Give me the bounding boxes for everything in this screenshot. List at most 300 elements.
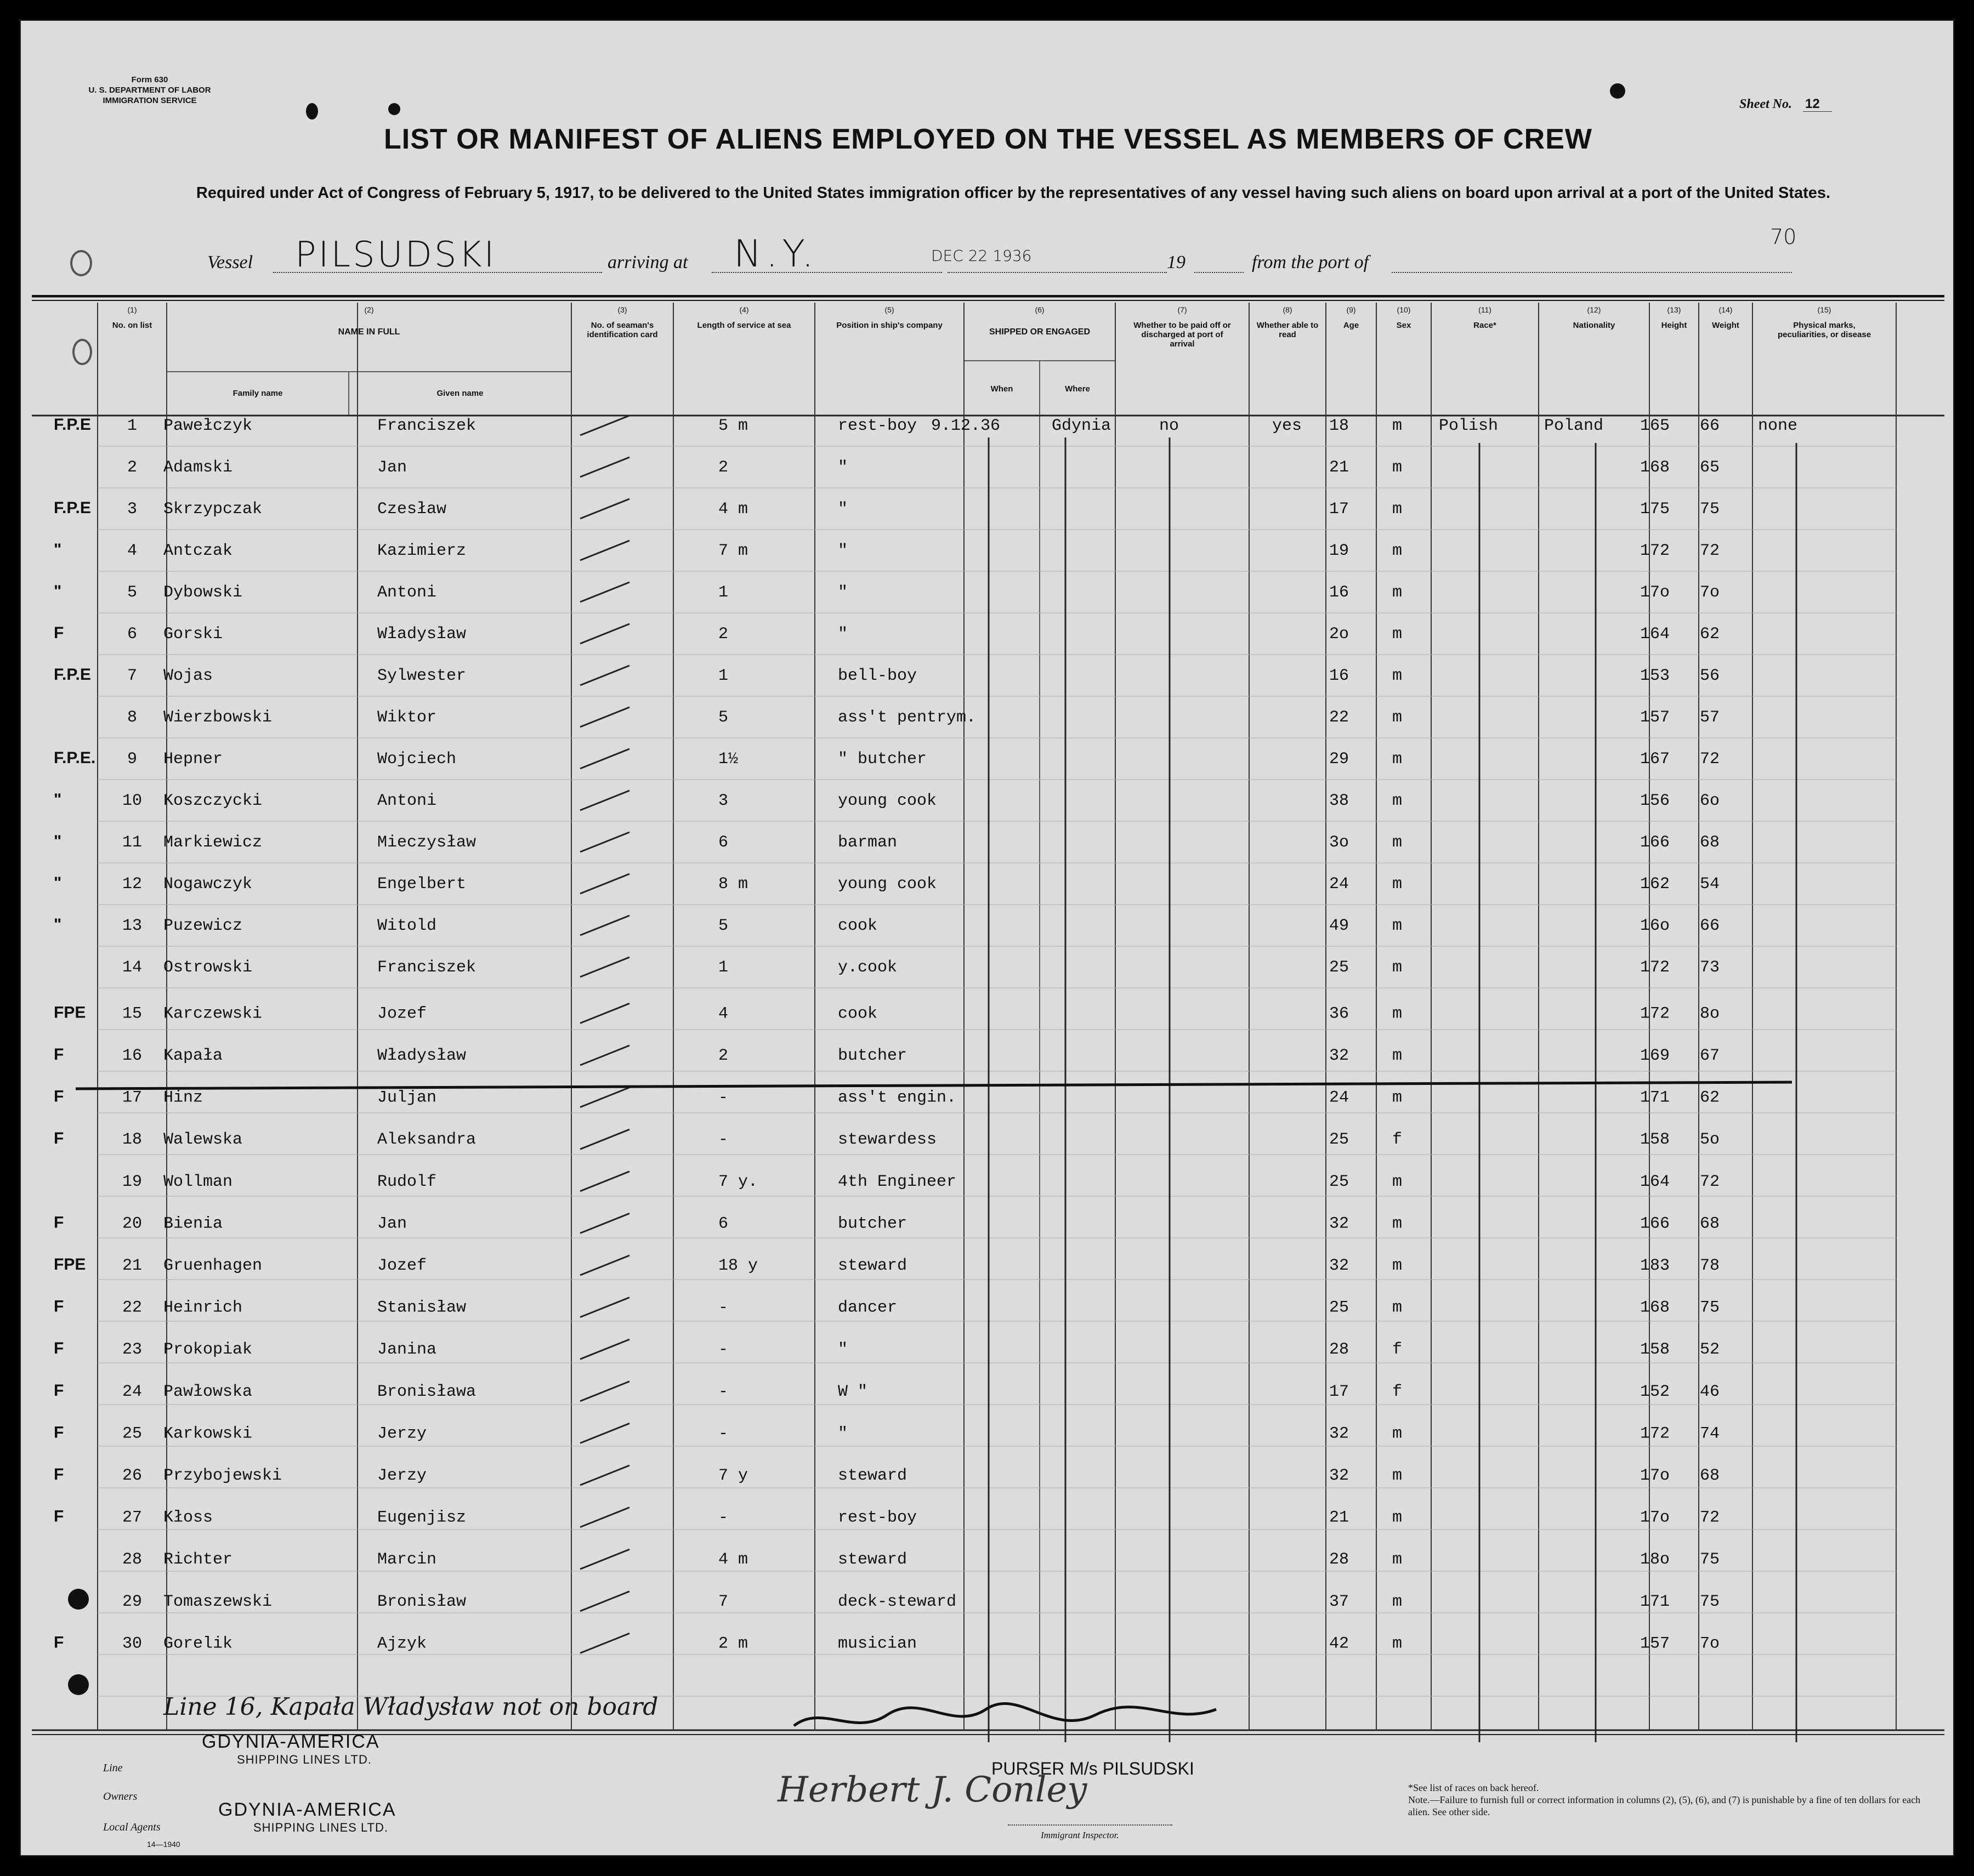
cell-weight: 72 bbox=[1699, 750, 1720, 769]
cell-no: 2 bbox=[127, 458, 138, 477]
cell-read: yes bbox=[1272, 417, 1302, 435]
column-number-11: (11) bbox=[1478, 305, 1491, 314]
cell-family: Kapała bbox=[163, 1047, 223, 1065]
cell-no: 3 bbox=[127, 500, 138, 519]
cell-position: rest-boy bbox=[838, 1508, 917, 1527]
cell-age: 21 bbox=[1329, 458, 1349, 477]
cell-given: Władysław bbox=[377, 625, 467, 644]
cell-family: Ostrowski bbox=[163, 958, 253, 977]
cell-weight: 62 bbox=[1699, 1088, 1720, 1107]
cell-position: butcher bbox=[838, 1214, 907, 1233]
cell-sex: m bbox=[1392, 1466, 1403, 1485]
cell-height: 168 bbox=[1640, 1298, 1670, 1317]
year-label: 19 bbox=[1167, 252, 1185, 272]
cell-position: " bbox=[838, 458, 848, 477]
cell-height: 165 bbox=[1640, 417, 1670, 435]
column-number-12: (12) bbox=[1587, 305, 1601, 314]
cell-age: 32 bbox=[1329, 1047, 1349, 1065]
cell-family: Wollman bbox=[163, 1172, 233, 1191]
cell-mark: F bbox=[54, 1045, 64, 1064]
cell-sex: m bbox=[1392, 1047, 1403, 1065]
cell-service: 4 m bbox=[718, 1550, 748, 1570]
cell-age: 24 bbox=[1329, 875, 1349, 894]
cell-mark: FPE bbox=[54, 1255, 86, 1274]
cell-given: Jerzy bbox=[377, 1424, 427, 1443]
cell-given: Władysław bbox=[377, 1047, 467, 1065]
form-code: 14—1940 bbox=[147, 1840, 180, 1849]
cell-position: " bbox=[838, 583, 848, 602]
cell-service: 2 m bbox=[718, 1634, 748, 1653]
cell-family: Gorelik bbox=[163, 1634, 233, 1653]
cell-height: 16o bbox=[1640, 917, 1670, 935]
sheet-label: Sheet No. bbox=[1739, 97, 1792, 111]
cell-no: 28 bbox=[122, 1550, 143, 1570]
cell-height: 175 bbox=[1640, 500, 1670, 519]
cell-no: 27 bbox=[122, 1508, 143, 1527]
cell-no: 8 bbox=[127, 708, 138, 727]
cell-age: 22 bbox=[1329, 708, 1349, 727]
cell-family: Skrzypczak bbox=[163, 500, 263, 519]
cell-family: Pawłowska bbox=[163, 1382, 253, 1401]
cell-height: 172 bbox=[1640, 542, 1670, 560]
corner-number: 70 bbox=[1770, 225, 1797, 249]
cell-sex: m bbox=[1392, 1634, 1403, 1653]
cell-service: 6 bbox=[718, 833, 729, 852]
cell-no: 15 bbox=[122, 1004, 143, 1024]
penalty-note: Note.—Failure to furnish full or correct information in columns (2), (5), (6), and (7) is punishable by a fine of ten dollars for each alien. See other side. bbox=[1408, 1794, 1921, 1817]
cell-no: 30 bbox=[122, 1634, 143, 1653]
cell-height: 164 bbox=[1640, 1172, 1670, 1191]
cell-no: 10 bbox=[122, 792, 143, 810]
cell-age: 19 bbox=[1329, 542, 1349, 560]
cell-family: Adamski bbox=[163, 458, 233, 477]
cell-age: 2o bbox=[1329, 625, 1349, 644]
cell-mark: F.P.E bbox=[54, 416, 91, 434]
cell-given: Jan bbox=[377, 458, 407, 477]
cell-weight: 73 bbox=[1699, 958, 1720, 977]
cell-no: 1 bbox=[127, 417, 138, 435]
cell-height: 158 bbox=[1640, 1340, 1670, 1360]
cell-no: 17 bbox=[122, 1088, 143, 1107]
cell-sex: m bbox=[1392, 917, 1403, 935]
cell-given: Engelbert bbox=[377, 875, 467, 894]
cell-height: 168 bbox=[1640, 458, 1670, 477]
races-note: *See list of races on back hereof. bbox=[1408, 1782, 1539, 1793]
column-sub-given: Given name bbox=[436, 389, 484, 398]
cell-age: 38 bbox=[1329, 792, 1349, 810]
cell-position: steward bbox=[838, 1550, 907, 1570]
cell-family: Markiewicz bbox=[163, 833, 263, 852]
page-subtitle: Required under Act of Congress of February 5, 1917, to be delivered to the United States immigration officer by the representatives of any vessel having such aliens on board upon arrival at a port of the United States. bbox=[196, 184, 1831, 202]
cell-position: 4th Engineer bbox=[838, 1172, 957, 1191]
cell-age: 24 bbox=[1329, 1088, 1349, 1107]
cell-height: 158 bbox=[1640, 1130, 1670, 1150]
cell-given: Sylwester bbox=[377, 667, 467, 685]
cell-mark: F bbox=[54, 1633, 64, 1652]
cell-weight: 57 bbox=[1699, 708, 1720, 727]
cell-given: Czesław bbox=[377, 500, 447, 519]
cell-height: 167 bbox=[1640, 750, 1670, 769]
cell-no: 12 bbox=[122, 875, 143, 894]
cell-family: Hepner bbox=[163, 750, 223, 769]
cell-family: Pawełczyk bbox=[163, 417, 253, 435]
cell-weight: 75 bbox=[1699, 1550, 1720, 1570]
cell-weight: 67 bbox=[1699, 1047, 1720, 1065]
cell-age: 36 bbox=[1329, 1004, 1349, 1024]
cell-age: 3o bbox=[1329, 833, 1349, 852]
column-number-14: (14) bbox=[1718, 305, 1733, 314]
cell-height: 172 bbox=[1640, 958, 1670, 977]
cell-position: " bbox=[838, 625, 848, 644]
cell-family: Kłoss bbox=[163, 1508, 213, 1527]
cell-weight: 54 bbox=[1699, 875, 1720, 894]
cell-mark: F bbox=[54, 1507, 64, 1526]
cell-paid: no bbox=[1159, 417, 1179, 435]
cell-mark: F.P.E bbox=[54, 499, 91, 517]
from-port-label: from the port of bbox=[1252, 252, 1369, 272]
cell-height: 172 bbox=[1640, 1004, 1670, 1024]
column-label-shipped: SHIPPED OR ENGAGED bbox=[989, 327, 1091, 337]
cell-position: " bbox=[838, 1424, 848, 1443]
cell-weight: 52 bbox=[1699, 1340, 1720, 1360]
cell-age: 32 bbox=[1329, 1214, 1349, 1233]
cell-mark: F bbox=[54, 1129, 64, 1148]
cell-family: Nogawczyk bbox=[163, 875, 253, 894]
cell-service: - bbox=[718, 1340, 729, 1360]
cell-weight: 68 bbox=[1699, 1214, 1720, 1233]
cell-no: 26 bbox=[122, 1466, 143, 1485]
column-label-14: Weight bbox=[1712, 321, 1739, 330]
cell-age: 25 bbox=[1329, 1172, 1349, 1191]
cell-position: ass't engin. bbox=[838, 1088, 957, 1107]
cell-position: stewardess bbox=[838, 1130, 937, 1150]
manifest-sheet bbox=[20, 20, 1954, 1856]
column-sub-where: Where bbox=[1065, 384, 1090, 394]
cell-mark: F bbox=[54, 1465, 64, 1483]
cell-family: Puzewicz bbox=[163, 917, 243, 935]
cell-height: 157 bbox=[1640, 708, 1670, 727]
arrival-port: N.Y. bbox=[734, 232, 818, 276]
cell-nationality: Poland bbox=[1544, 417, 1604, 435]
cell-weight: 7o bbox=[1699, 1634, 1720, 1653]
cell-position: bell-boy bbox=[838, 667, 917, 685]
column-label-4: Length of service at sea bbox=[697, 321, 791, 330]
cell-sex: f bbox=[1392, 1130, 1403, 1150]
cell-family: Gorski bbox=[163, 625, 223, 644]
cell-given: Rudolf bbox=[377, 1172, 437, 1191]
cell-age: 16 bbox=[1329, 667, 1349, 685]
cell-height: 164 bbox=[1640, 625, 1670, 644]
cell-service: 7 m bbox=[718, 542, 748, 560]
cell-height: 166 bbox=[1640, 1214, 1670, 1233]
cell-no: 6 bbox=[127, 625, 138, 644]
cell-position: cook bbox=[838, 1004, 878, 1024]
cell-service: - bbox=[718, 1508, 729, 1527]
department-label: U. S. DEPARTMENT OF LABOR bbox=[88, 86, 211, 95]
sheet-number-value: 12 bbox=[1803, 96, 1832, 112]
cell-family: Przybojewski bbox=[163, 1466, 282, 1485]
cell-sex: m bbox=[1392, 1172, 1403, 1191]
cell-height: 171 bbox=[1640, 1088, 1670, 1107]
cell-mark: " bbox=[54, 916, 62, 934]
cell-given: Jan bbox=[377, 1214, 407, 1233]
cell-given: Jozef bbox=[377, 1257, 427, 1275]
inspector-label: Immigrant Inspector. bbox=[1041, 1830, 1119, 1840]
cell-mark: F bbox=[54, 1087, 64, 1106]
cell-service: 1 bbox=[718, 667, 729, 685]
cell-given: Franciszek bbox=[377, 958, 477, 977]
cell-sex: m bbox=[1392, 958, 1403, 977]
owners-stamp-name: GDYNIA-AMERICA bbox=[218, 1799, 396, 1820]
cell-height: 157 bbox=[1640, 1634, 1670, 1653]
column-number-6: (6) bbox=[1035, 305, 1045, 314]
cell-age: 25 bbox=[1329, 958, 1349, 977]
cell-age: 18 bbox=[1329, 417, 1349, 435]
cell-weight: 8o bbox=[1699, 1004, 1720, 1024]
cell-given: Eugenjisz bbox=[377, 1508, 467, 1527]
cell-weight: 6o bbox=[1699, 792, 1720, 810]
cell-family: Koszczycki bbox=[163, 792, 263, 810]
cell-age: 17 bbox=[1329, 1382, 1349, 1401]
cell-sex: m bbox=[1392, 1257, 1403, 1275]
cell-given: Antoni bbox=[377, 792, 437, 810]
column-label-1: No. on list bbox=[112, 321, 152, 330]
column-label-name: NAME IN FULL bbox=[338, 327, 400, 337]
cell-height: 183 bbox=[1640, 1257, 1670, 1275]
footer-labels bbox=[21, 21, 1954, 1856]
cell-height: 18o bbox=[1640, 1550, 1670, 1570]
cell-weight: 75 bbox=[1699, 1592, 1720, 1611]
cell-age: 29 bbox=[1329, 750, 1349, 769]
cell-weight: 68 bbox=[1699, 833, 1720, 852]
cell-service: - bbox=[718, 1130, 729, 1150]
cell-no: 21 bbox=[122, 1257, 143, 1275]
column-number-9: (9) bbox=[1346, 305, 1356, 314]
line-stamp bbox=[202, 1731, 380, 1767]
cell-position: steward bbox=[838, 1257, 907, 1275]
cell-mark: FPE bbox=[54, 1003, 86, 1022]
cell-age: 32 bbox=[1329, 1466, 1349, 1485]
cell-service: 18 y bbox=[718, 1257, 758, 1275]
cell-family: Bienia bbox=[163, 1214, 223, 1233]
column-label-8: Whether able to read bbox=[1256, 321, 1319, 339]
cell-mark: F.P.E. bbox=[54, 749, 96, 767]
cell-position: " bbox=[838, 1340, 848, 1360]
column-label-11: Race* bbox=[1473, 321, 1496, 330]
inspector-signature: Herbert J. Conley bbox=[778, 1770, 1087, 1810]
cell-mark: " bbox=[54, 541, 62, 559]
cell-given: Wojciech bbox=[377, 750, 457, 769]
cell-weight: 72 bbox=[1699, 1172, 1720, 1191]
cell-height: 153 bbox=[1640, 667, 1670, 685]
cell-mark: " bbox=[54, 791, 62, 809]
cell-position: young cook bbox=[838, 792, 937, 810]
cell-service: 1 bbox=[718, 583, 729, 602]
cell-family: Hinz bbox=[163, 1088, 203, 1107]
cell-no: 11 bbox=[122, 833, 143, 852]
cell-sex: m bbox=[1392, 1004, 1403, 1024]
owners-stamp-sub: SHIPPING LINES LTD. bbox=[253, 1821, 388, 1834]
cell-age: 16 bbox=[1329, 583, 1349, 602]
cell-sex: m bbox=[1392, 750, 1403, 769]
cell-age: 21 bbox=[1329, 1508, 1349, 1527]
cell-age: 17 bbox=[1329, 500, 1349, 519]
cell-sex: m bbox=[1392, 500, 1403, 519]
cell-service: 7 bbox=[718, 1592, 729, 1611]
cell-position: W " bbox=[838, 1382, 868, 1401]
cell-no: 19 bbox=[122, 1172, 143, 1191]
cell-service: - bbox=[718, 1298, 729, 1317]
cell-position: " butcher bbox=[838, 750, 927, 769]
column-number-13: (13) bbox=[1667, 305, 1681, 314]
cell-service: - bbox=[718, 1088, 729, 1107]
cell-sex: f bbox=[1392, 1340, 1403, 1360]
cell-service: 2 bbox=[718, 458, 729, 477]
cell-given: Witold bbox=[377, 917, 437, 935]
cell-given: Janina bbox=[377, 1340, 437, 1360]
cell-sex: m bbox=[1392, 458, 1403, 477]
cell-position: musician bbox=[838, 1634, 917, 1653]
cell-service: - bbox=[718, 1424, 729, 1443]
column-sub-family: Family name bbox=[232, 389, 283, 398]
cell-no: 9 bbox=[127, 750, 138, 769]
cell-no: 25 bbox=[122, 1424, 143, 1443]
cell-sex: m bbox=[1392, 667, 1403, 685]
cell-weight: 46 bbox=[1699, 1382, 1720, 1401]
cell-service: 6 bbox=[718, 1214, 729, 1233]
cell-mark: F bbox=[54, 1297, 64, 1316]
column-number-2: (2) bbox=[364, 305, 374, 314]
cell-height: 172 bbox=[1640, 1424, 1670, 1443]
arriving-label: arriving at bbox=[608, 252, 688, 272]
vessel-label: Vessel bbox=[207, 252, 253, 272]
cell-position: " bbox=[838, 500, 848, 519]
cell-position: " bbox=[838, 542, 848, 560]
cell-height: 17o bbox=[1640, 1466, 1670, 1485]
cell-age: 37 bbox=[1329, 1592, 1349, 1611]
cell-given: Bronisława bbox=[377, 1382, 477, 1401]
cell-family: Dybowski bbox=[163, 583, 243, 602]
cell-height: 17o bbox=[1640, 583, 1670, 602]
cell-no: 23 bbox=[122, 1340, 143, 1360]
cell-sex: m bbox=[1392, 1214, 1403, 1233]
cell-mark: F.P.E bbox=[54, 666, 91, 684]
cell-height: 17o bbox=[1640, 1508, 1670, 1527]
cell-given: Franciszek bbox=[377, 417, 477, 435]
owners-label: Owners bbox=[103, 1790, 138, 1803]
cell-given: Antoni bbox=[377, 583, 437, 602]
cell-sex: m bbox=[1392, 417, 1403, 435]
cell-service: - bbox=[718, 1382, 729, 1401]
cell-weight: 66 bbox=[1699, 917, 1720, 935]
cell-service: 3 bbox=[718, 792, 729, 810]
cell-weight: 65 bbox=[1699, 458, 1720, 477]
column-sub-when: When bbox=[990, 384, 1013, 394]
cell-where: Gdynia bbox=[1052, 417, 1111, 435]
cell-mark: F bbox=[54, 624, 64, 642]
cell-no: 16 bbox=[122, 1047, 143, 1065]
cell-sex: m bbox=[1392, 542, 1403, 560]
cell-weight: 75 bbox=[1699, 1298, 1720, 1317]
column-number-10: (10) bbox=[1397, 305, 1411, 314]
cell-family: Richter bbox=[163, 1550, 233, 1570]
cell-family: Heinrich bbox=[163, 1298, 243, 1317]
cell-weight: 78 bbox=[1699, 1257, 1720, 1275]
cell-position: deck-steward bbox=[838, 1592, 957, 1611]
handwritten-note: Line 16, Kapała Władysław not on board bbox=[163, 1693, 659, 1721]
cell-given: Mieczysław bbox=[377, 833, 477, 852]
cell-no: 14 bbox=[122, 958, 143, 977]
cell-given: Kazimierz bbox=[377, 542, 467, 560]
cell-no: 29 bbox=[122, 1592, 143, 1611]
cell-service: 5 m bbox=[718, 417, 748, 435]
cell-service: 7 y. bbox=[718, 1172, 758, 1191]
column-number-15: (15) bbox=[1817, 305, 1831, 314]
cell-no: 7 bbox=[127, 667, 138, 685]
cell-family: Tomaszewski bbox=[163, 1592, 273, 1611]
cell-age: 49 bbox=[1329, 917, 1349, 935]
owners-stamp bbox=[218, 1799, 396, 1835]
cell-family: Karkowski bbox=[163, 1424, 253, 1443]
column-label-12: Nationality bbox=[1573, 321, 1615, 330]
cell-position: dancer bbox=[838, 1298, 898, 1317]
cell-given: Juljan bbox=[377, 1088, 437, 1107]
vessel-name: PILSUDSKI bbox=[295, 235, 497, 275]
cell-sex: f bbox=[1392, 1382, 1403, 1401]
cell-position: rest-boy bbox=[838, 417, 917, 435]
cell-mark: " bbox=[54, 582, 62, 600]
cell-family: Karczewski bbox=[163, 1004, 263, 1024]
cell-family: Gruenhagen bbox=[163, 1257, 263, 1275]
cell-when: 9.12.36 bbox=[931, 417, 1001, 435]
cell-service: 5 bbox=[718, 917, 729, 935]
column-number-1: (1) bbox=[127, 305, 137, 314]
cell-sex: m bbox=[1392, 583, 1403, 602]
cell-weight: 68 bbox=[1699, 1466, 1720, 1485]
cell-weight: 56 bbox=[1699, 667, 1720, 685]
cell-sex: m bbox=[1392, 833, 1403, 852]
cell-weight: 72 bbox=[1699, 1508, 1720, 1527]
cell-sex: m bbox=[1392, 1088, 1403, 1107]
cell-service: 4 bbox=[718, 1004, 729, 1024]
column-label-3: No. of seaman's identification card bbox=[587, 321, 658, 339]
cell-age: 32 bbox=[1329, 1424, 1349, 1443]
cell-service: 7 y bbox=[718, 1466, 748, 1485]
cell-no: 4 bbox=[127, 542, 138, 560]
cell-no: 13 bbox=[122, 917, 143, 935]
service-label: IMMIGRATION SERVICE bbox=[103, 96, 197, 105]
cell-age: 25 bbox=[1329, 1298, 1349, 1317]
cell-weight: 62 bbox=[1699, 625, 1720, 644]
cell-service: 2 bbox=[718, 1047, 729, 1065]
column-label-10: Sex bbox=[1396, 321, 1411, 330]
cell-service: 1 bbox=[718, 958, 729, 977]
cell-given: Marcin bbox=[377, 1550, 437, 1570]
cell-given: Wiktor bbox=[377, 708, 437, 727]
cell-family: Antczak bbox=[163, 542, 233, 560]
cell-weight: 75 bbox=[1699, 500, 1720, 519]
line-label: Line bbox=[103, 1762, 123, 1774]
cell-given: Jozef bbox=[377, 1004, 427, 1024]
cell-age: 28 bbox=[1329, 1550, 1349, 1570]
cell-height: 169 bbox=[1640, 1047, 1670, 1065]
cell-sex: m bbox=[1392, 1424, 1403, 1443]
cell-given: Bronisław bbox=[377, 1592, 467, 1611]
cell-height: 171 bbox=[1640, 1592, 1670, 1611]
cell-sex: m bbox=[1392, 1592, 1403, 1611]
cell-no: 18 bbox=[122, 1130, 143, 1150]
local-agents-label: Local Agents bbox=[103, 1821, 161, 1833]
